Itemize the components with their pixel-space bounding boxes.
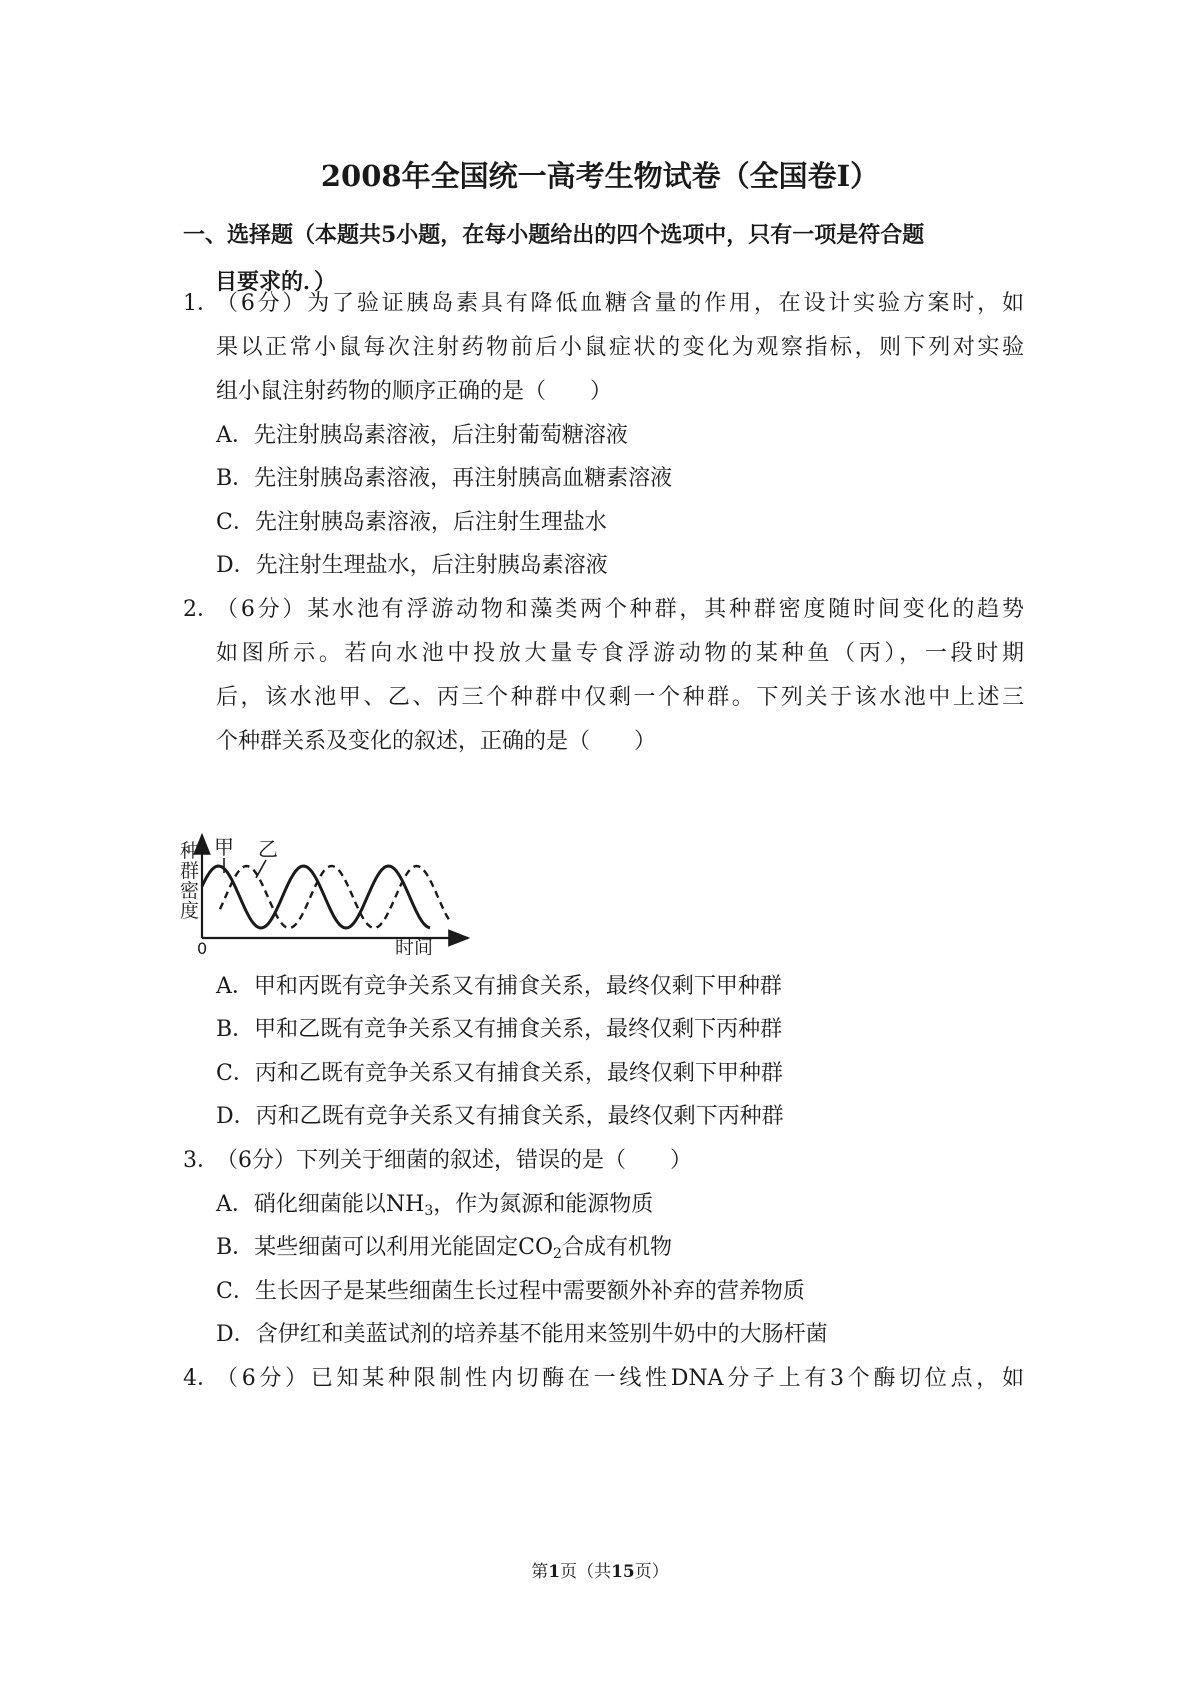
q3-option-b-text: B．某些细菌可以利用光能固定CO (216, 1235, 554, 1260)
q1-option-b[interactable]: B．先注射胰岛素溶液，再注射胰高血糖素溶液 (216, 466, 673, 491)
q3-number: 3． (183, 1148, 219, 1173)
section-heading-line2: 目要求的．） (215, 269, 337, 295)
q3-option-a-text-end: ，作为氮源和能源物质 (433, 1192, 654, 1217)
footer-page-number: 1 (548, 1562, 561, 1582)
y-axis-label-3: 密 (180, 880, 200, 902)
y-axis-label-1: 种 (180, 840, 200, 862)
q4-number: 4． (183, 1366, 219, 1391)
footer-suffix: 页） (634, 1562, 669, 1582)
footer-middle: 页（共 (560, 1562, 612, 1582)
label-jia: 甲 (214, 835, 234, 859)
q1-number: 1． (183, 291, 219, 316)
y-axis-label-2: 群 (180, 860, 200, 882)
q1-stem-line1: （6分）为了验证胰岛素具有降低血糖含量的作用，在设计实验方案时，如 (216, 291, 1024, 316)
page-footer (0, 1560, 1200, 1584)
label-yi: 乙 (258, 837, 278, 861)
q3-option-d[interactable]: D．含伊红和美蓝试剂的培养基不能用来签别牛奶中的大肠杆菌 (216, 1322, 828, 1347)
q3-option-b[interactable] (216, 1233, 672, 1263)
q2-option-d[interactable]: D．丙和乙既有竞争关系又有捕食关系，最终仅剩下丙种群 (216, 1104, 784, 1129)
q3-option-a-subscript: 3 (424, 1203, 434, 1219)
q2-stem-line3: 后，该水池甲、乙、丙三个种群中仅剩一个种群。下列关于该水池中上述三 (216, 685, 1024, 710)
q2-option-b[interactable]: B．甲和乙既有竞争关系又有捕食关系，最终仅剩下丙种群 (216, 1017, 783, 1042)
q2-number: 2． (183, 597, 219, 622)
y-axis-label-4: 度 (180, 900, 200, 922)
q2-stem-line1: （6分）某水池有浮游动物和藻类两个种群，其种群密度随时间变化的趋势 (216, 597, 1024, 622)
origin-label: 0 (197, 939, 208, 955)
q1-stem-line3: 组小鼠注射药物的顺序正确的是（ ） (216, 379, 613, 404)
q2-option-a[interactable]: A．甲和丙既有竞争关系又有捕食关系，最终仅剩下甲种群 (216, 974, 782, 999)
footer-prefix: 第 (531, 1562, 549, 1582)
q2-option-c[interactable]: C．丙和乙既有竞争关系又有捕食关系，最终仅剩下甲种群 (216, 1061, 783, 1086)
footer-total-pages: 15 (611, 1562, 635, 1582)
q1-option-c[interactable]: C．先注射胰岛素溶液，后注射生理盐水 (216, 510, 607, 535)
page-title: 2008年全国统一高考生物试卷（全国卷Ⅰ） (320, 159, 880, 193)
population-density-figure (180, 830, 480, 959)
q1-option-a[interactable]: A．先注射胰岛素溶液，后注射葡萄糖溶液 (216, 423, 628, 448)
x-axis-label: 时间 (395, 937, 434, 955)
q3-option-b-text-end: 合成有机物 (561, 1235, 672, 1260)
q3-option-a-text: A．硝化细菌能以NH (216, 1192, 425, 1217)
q1-stem-line2: 果以正常小鼠每次注射药物前后小鼠症状的变化为观察指标，则下列对实验 (216, 335, 1024, 360)
population-density-svg (180, 830, 480, 955)
q2-stem-line2: 如图所示。若向水池中投放大量专食浮游动物的某种鱼（丙），一段时期 (216, 641, 1024, 666)
section-heading-line1: 一、选择题（本题共5小题，在每小题给出的四个选项中，只有一项是符合题 (183, 222, 925, 248)
label-yi-leader (256, 860, 266, 878)
q3-option-a[interactable] (216, 1190, 653, 1220)
q3-stem-line1: （6分）下列关于细菌的叙述，错误的是（ ） (216, 1148, 692, 1173)
q1-option-d[interactable]: D．先注射生理盐水，后注射胰岛素溶液 (216, 553, 608, 578)
q3-option-b-subscript: 2 (553, 1246, 562, 1262)
q3-option-c[interactable]: C．生长因子是某些细菌生长过程中需要额外补弃的营养物质 (216, 1279, 805, 1304)
q2-stem-line4: 个种群关系及变化的叙述，正确的是（ ） (216, 729, 657, 754)
q4-stem-line1: （6分）已知某种限制性内切酶在一线性DNA分子上有3个酶切位点，如 (216, 1366, 1024, 1391)
